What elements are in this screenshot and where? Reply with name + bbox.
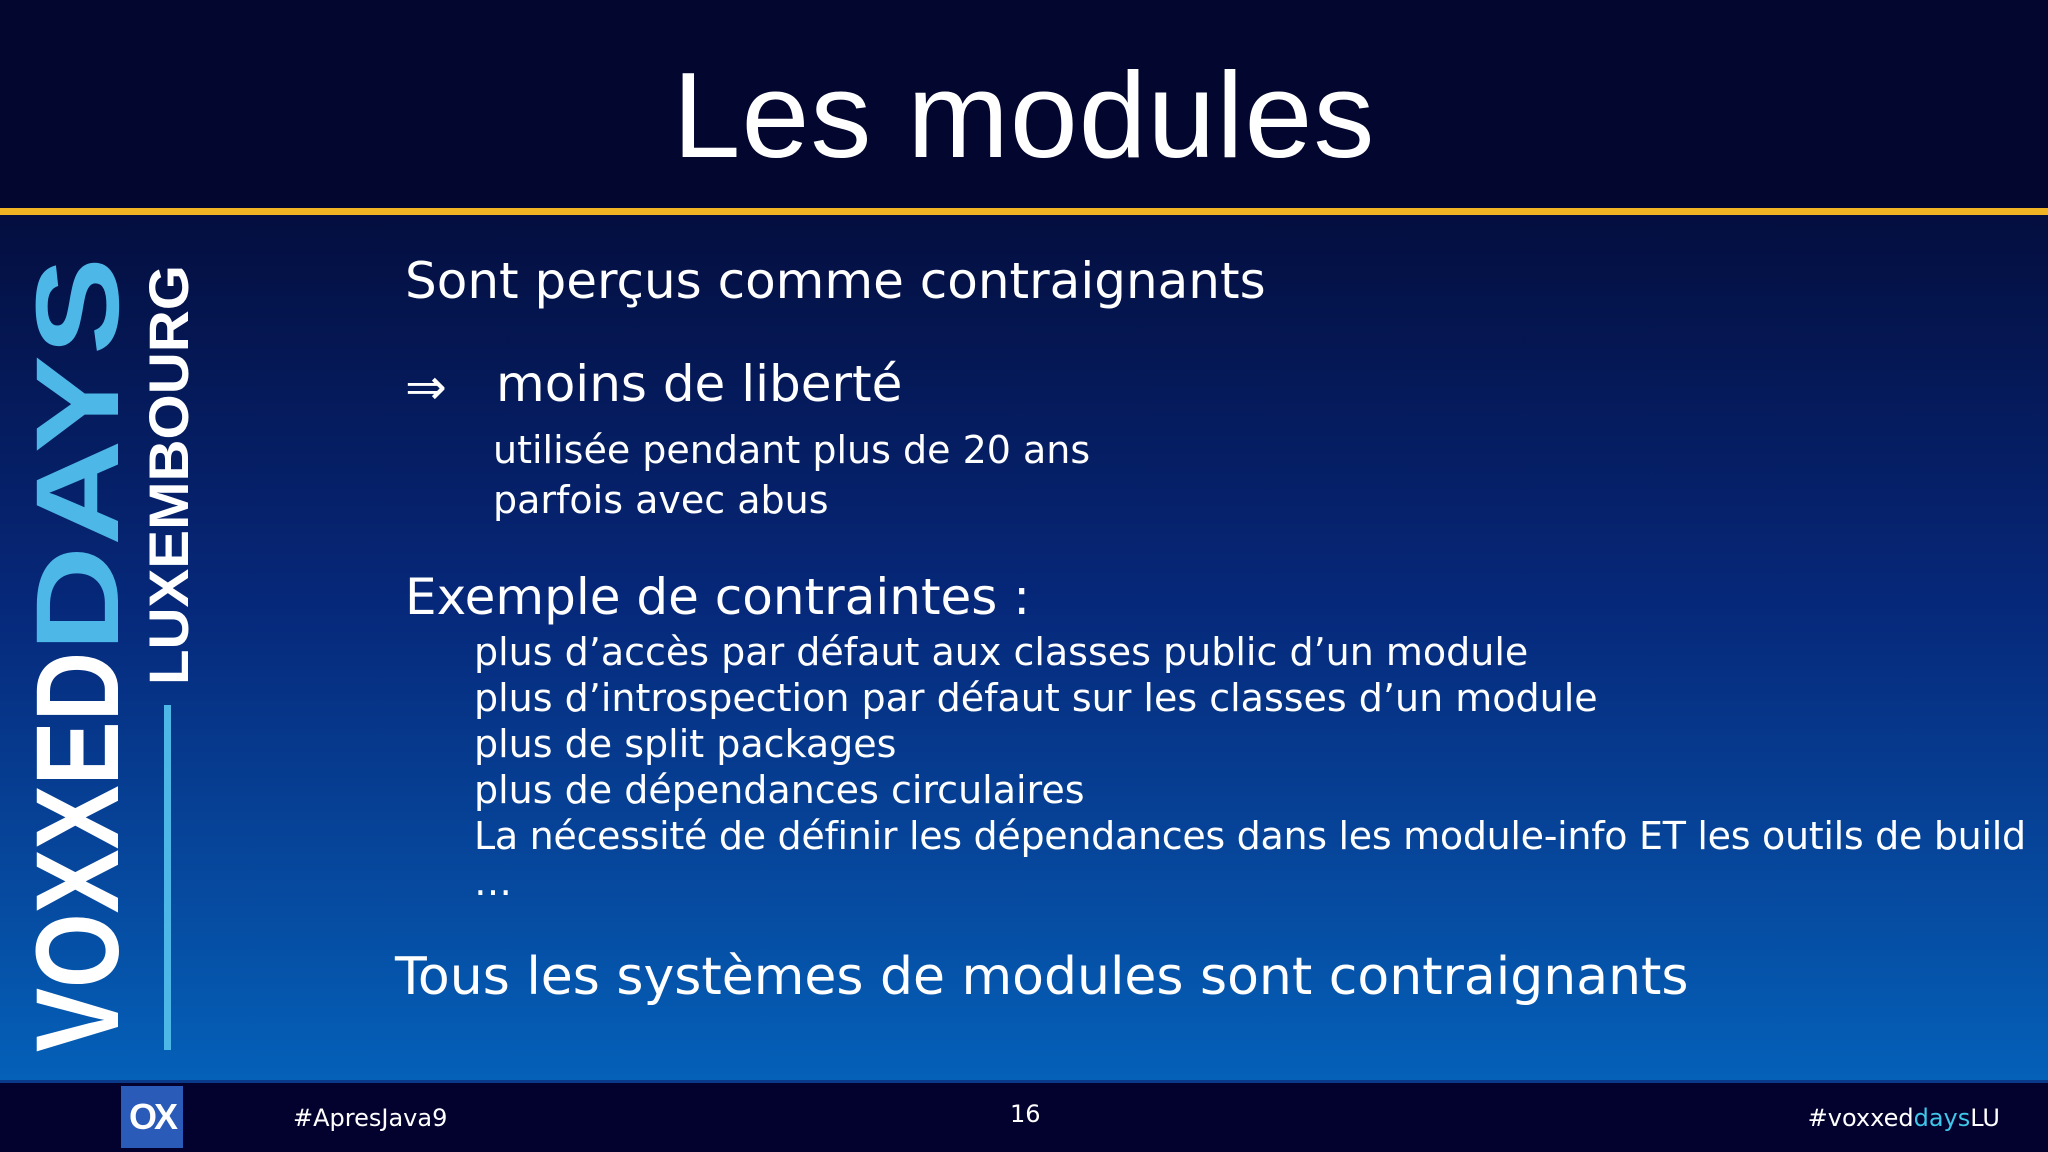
example-item: plus de split packages <box>474 722 897 766</box>
svg-text:VOXXED: VOXXED <box>12 560 144 1052</box>
point-less-freedom: moins de liberté <box>496 355 903 413</box>
accent-divider <box>0 208 2048 215</box>
statement-perceived: Sont perçus comme contraignants <box>405 252 1266 310</box>
sub-point: parfois avec abus <box>493 478 829 522</box>
example-item: La nécessité de définir les dépendances dans les module-info ET les outils de build <box>474 814 2026 858</box>
hashtag-part: LU <box>1970 1104 2000 1132</box>
example-item: plus d’introspection par défaut sur les classes d’un module <box>474 676 1598 720</box>
example-item: plus de dépendances circulaires <box>474 768 1085 812</box>
voxxeddays-logo <box>0 240 200 1060</box>
svg-text:LUXEMBOURG: LUXEMBOURG <box>137 280 200 685</box>
hashtag-part: days <box>1913 1104 1971 1132</box>
svg-text:DAYS: DAYS <box>12 334 144 652</box>
page-number: 16 <box>1010 1100 1041 1128</box>
sub-point: utilisée pendant plus de 20 ans <box>493 428 1091 472</box>
arrow-icon: ⇒ <box>405 358 447 416</box>
hashtag-part: #voxxed <box>1807 1104 1914 1132</box>
example-item: … <box>474 860 512 904</box>
hashtag-voxxeddays <box>1808 1104 2000 1132</box>
ox-logo: OX <box>121 1086 183 1148</box>
slide-title: Les modules <box>672 47 1376 183</box>
hashtag-apresjava9: #ApresJava9 <box>293 1104 448 1132</box>
example-item: plus d’accès par défaut aux classes public d’un module <box>474 630 1529 674</box>
conclusion: Tous les systèmes de modules sont contraignants <box>395 947 1689 1007</box>
examples-heading: Exemple de contraintes : <box>405 568 1031 626</box>
